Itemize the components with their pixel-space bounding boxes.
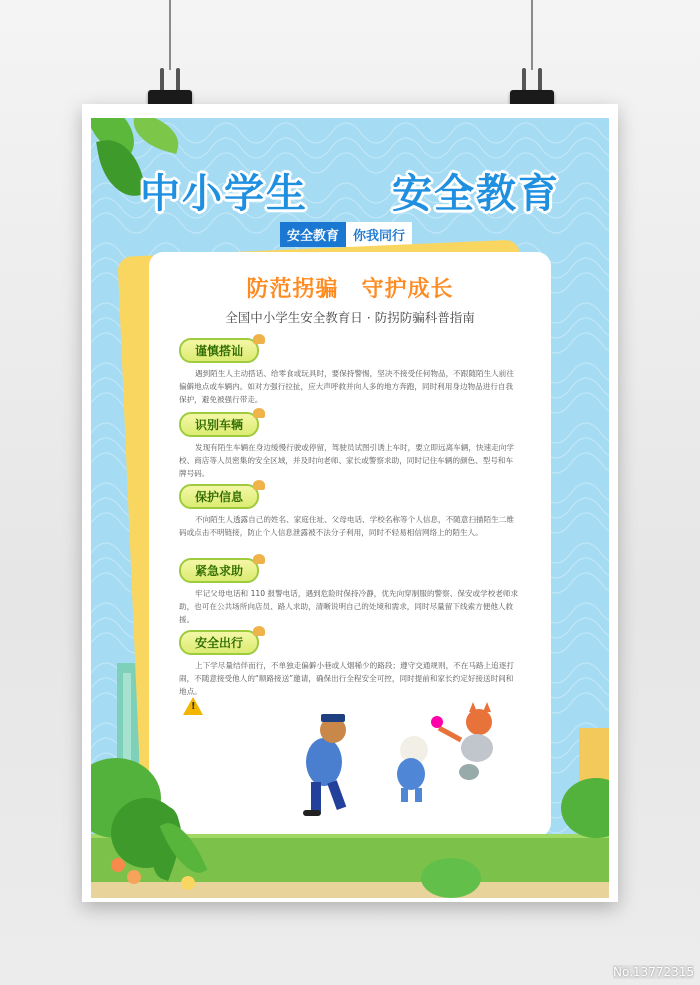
- fox-figure: [431, 702, 493, 780]
- section-text: 遇到陌生人主动搭话、给零食或玩具时，要保持警惕，坚决不接受任何物品，不跟随陌生人前往偏僻地点或车辆内。如对方强行拉扯，应大声呼救并向人多的地方奔跑，同时利用身边物品进行自我保护，避免被强行带走。: [179, 369, 514, 404]
- section-tag: 紧急求助: [179, 558, 259, 583]
- poster-title: 中小学生 安全教育: [140, 171, 560, 217]
- content-card: [149, 252, 551, 837]
- path: [91, 882, 609, 898]
- section-protect-info: [179, 484, 519, 539]
- flower: [181, 876, 195, 890]
- section-text: 发现有陌生车辆在身边缓慢行驶或停留，驾驶员试图引诱上车时，要立即远离车辆，快速走向学校、商店等人员密集的安全区域，并及时向老师、家长或警察求助，同时记住车辆的颜色、型号和车牌号码。: [179, 443, 514, 478]
- section-tag: 识别车辆: [179, 412, 259, 437]
- section-tag: 保护信息: [179, 484, 259, 509]
- cartoon-illustration: [289, 700, 539, 835]
- section-text: 上下学尽量结伴而行，不单独走偏僻小巷或人烟稀少的路段；遵守交通规则，不在马路上追逐打闹，不随意接受他人的“顺路接送”邀请，确保出行全程安全可控，同时提前和家长约定好接送时间和地点。: [179, 661, 514, 696]
- flower: [111, 858, 125, 872]
- section-identify-vehicle: [179, 412, 519, 480]
- section-tag: 安全出行: [179, 630, 259, 655]
- section-emergency-help: [179, 558, 519, 626]
- section-safe-travel: [179, 630, 519, 698]
- section-cautious-chat: [179, 338, 519, 406]
- hanging-wire: [531, 0, 533, 70]
- police-dog-figure: [303, 714, 346, 816]
- section-text: 牢记父母电话和 110 报警电话，遇到危险时保持冷静，优先向穿制服的警察、保安或学校老师求助，也可在公共场所向店员、路人求助，清晰说明自己的处境和需求，同时尽量留下线索方便他人救援。: [179, 589, 519, 624]
- poster: [82, 104, 618, 902]
- warning-icon: !: [183, 697, 203, 715]
- card-subtitle: 全国中小学生安全教育日 · 防拐防骗科普指南: [225, 310, 475, 325]
- image-id-watermark: No.13772315: [613, 965, 694, 979]
- flower: [127, 870, 141, 884]
- badge-right: 你我同行: [346, 222, 412, 247]
- badge-left: 安全教育: [280, 222, 346, 247]
- title-badge: [280, 222, 412, 247]
- section-tag: 谨慎搭讪: [179, 338, 259, 363]
- bush: [421, 858, 481, 898]
- lamb-figure: [397, 736, 428, 802]
- hanging-wire: [169, 0, 171, 70]
- section-text: 不向陌生人透露自己的姓名、家庭住址、父母电话、学校名称等个人信息，不随意扫描陌生二维码或点击不明链接，防止个人信息泄露被不法分子利用，同时不轻易相信网络上的陌生人。: [179, 515, 514, 537]
- card-heading: 防范拐骗 守护成长: [246, 277, 454, 302]
- poster-background: [91, 118, 609, 898]
